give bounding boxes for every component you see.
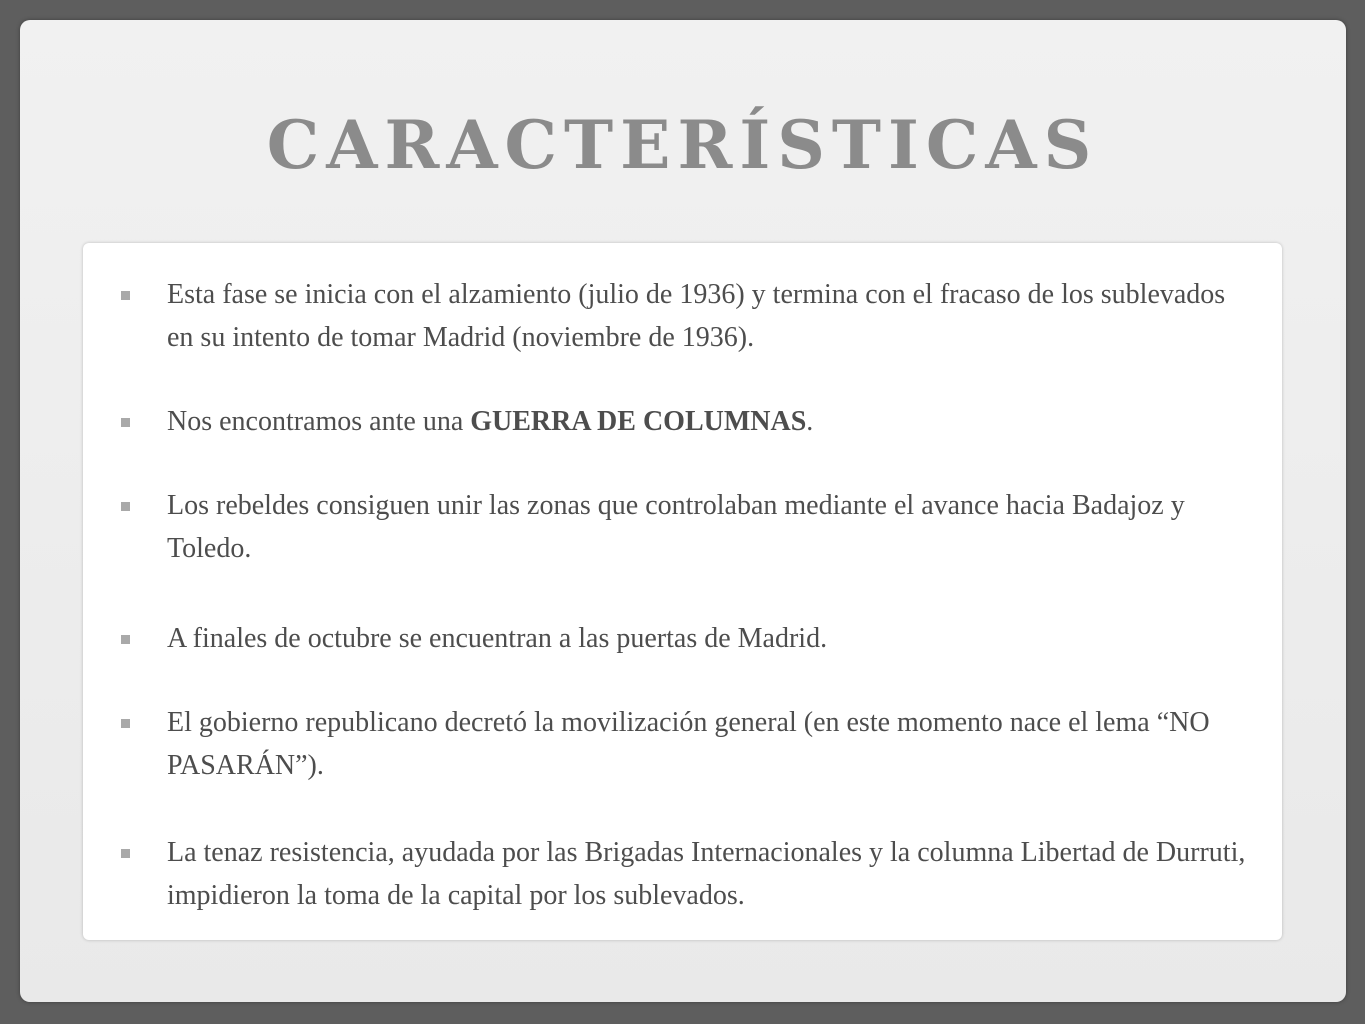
bullet-text: A finales de octubre se encuentran a las puertas de Madrid. <box>167 623 828 654</box>
bullet-text: Los rebeldes consiguen unir las zonas que controlaban mediante el avance hacia Badajoz y Toledo. <box>167 490 1185 564</box>
bullet-marker-icon <box>121 719 130 728</box>
bullet-text: La tenaz resistencia, ayudada por las Brigadas Internacionales y la columna Libertad de Durruti, impidieron la toma de la capital por los sublevados. <box>167 837 1246 911</box>
content-card <box>83 243 1282 940</box>
slide-title: CARACTERÍSTICAS <box>266 106 1099 184</box>
bullet-text: El gobierno republicano decretó la movilización general (en este momento nace el lema “NO PASARÁN”). <box>167 707 1210 781</box>
bullet-text <box>167 400 1247 443</box>
bullet-marker-icon <box>121 418 130 427</box>
bullet-text: Esta fase se inicia con el alzamiento (julio de 1936) y termina con el fracaso de los sublevados en su intento de tomar Madrid (noviembre de 1936). <box>167 279 1226 353</box>
bullet-text-emphasis: GUERRA DE COLUMNAS <box>470 406 807 437</box>
bullet-marker-icon <box>121 502 130 511</box>
bullet-marker-icon <box>121 635 130 644</box>
bullet-marker-icon <box>121 291 130 300</box>
bullet-marker-icon <box>121 849 130 858</box>
bullet-text-pre: Nos encontramos ante una <box>167 406 471 437</box>
bullet-text-post: . <box>806 406 814 437</box>
